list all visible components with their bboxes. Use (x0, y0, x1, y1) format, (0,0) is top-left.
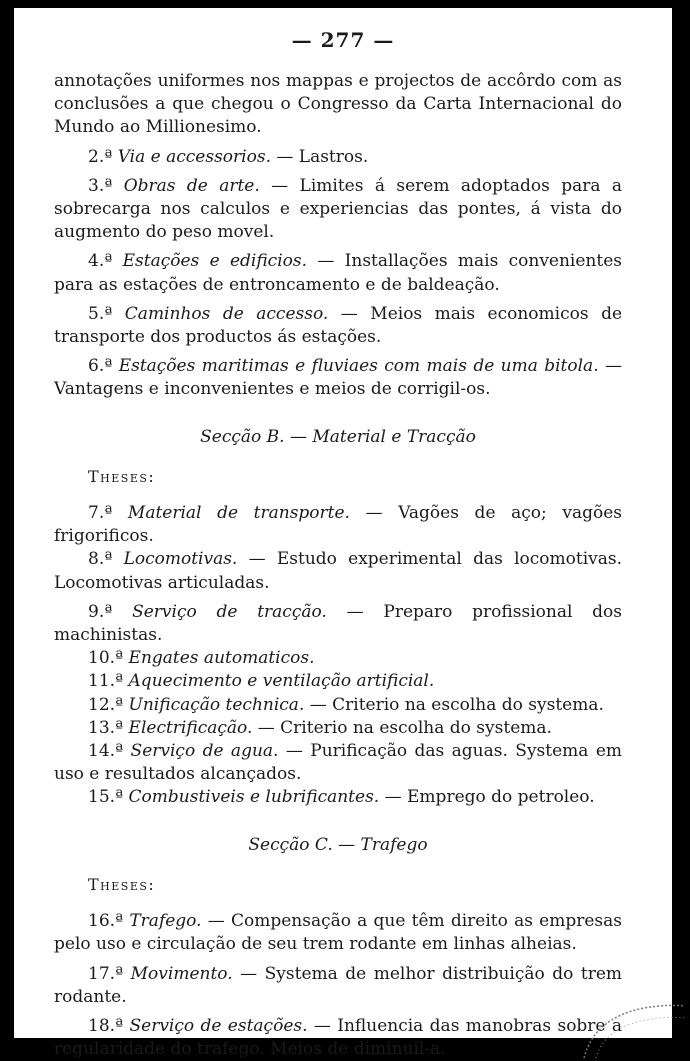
list-item: 18.ª Serviço de estações. — Influencia das manobras sobre a regularidade do trafego. Meios de diminuil-a. (54, 1015, 622, 1060)
list-item: 12.ª Unificação technica. — Criterio na escolha do systema. (88, 694, 604, 715)
section-c-heading: Secção C. — Trafego (248, 834, 428, 855)
list-item: 2.ª Via e accessorios. — Lastros. (88, 146, 369, 167)
theses-label: Theses: (88, 466, 156, 486)
section-b-heading: Secção B. — Material e Tracção (200, 426, 476, 447)
list-item: 16.ª Trafego. — Compensação a que têm direito as empresas pelo uso e circulação de seu trem rodante em linhas alheias. (54, 911, 622, 955)
list-item: 11.ª Aquecimento e ventilação artificial. (88, 671, 435, 692)
page-number: — 277 — (291, 28, 395, 52)
library-stamp-mark (574, 998, 684, 1058)
intro-paragraph: annotações uniformes nos mappas e projectos de accôrdo com as conclusões a que chegou o Congresso da Carta Internacional do Mundo ao Millionesimo. (54, 71, 622, 138)
list-item: 3.ª Obras de arte. — Limites á serem adoptados para a sobrecarga nos calculos e experiencias das pontes, á vista do augmento do peso movel. (54, 175, 622, 243)
body-text (54, 70, 622, 1061)
list-item: 8.ª Locomotivas. — Estudo experimental das locomotivas. Locomotivas articuladas. (54, 549, 622, 593)
items-section-c (54, 910, 622, 1061)
document-page (14, 8, 672, 1060)
list-item: 13.ª Electrificação. — Criterio na escolha do systema. (88, 717, 552, 738)
list-item: 6.ª Estações maritimas e fluviaes com mais de uma bitola. — Vantagens e inconvenientes e meios de corrigil-os. (54, 356, 622, 400)
list-item: 5.ª Caminhos de accesso. — Meios mais economicos de transporte dos productos ás estações. (54, 303, 623, 348)
list-item: 10.ª Engates automaticos. (88, 648, 315, 669)
theses-label: Theses: (88, 874, 156, 894)
list-item: 15.ª Combustiveis e lubrificantes. — Emprego do petroleo. (88, 787, 595, 808)
items-section-b (54, 502, 622, 810)
items-section-a (54, 146, 622, 402)
list-item: 4.ª Estações e edificios. — Installações mais convenientes para as estações de entroncamento e de baldeação. (54, 251, 622, 295)
list-item: 17.ª Movimento. — Systema de melhor distribuição do trem rodante. (54, 963, 622, 1007)
list-item: 7.ª Material de transporte. — Vagões de aço; vagões frigorificos. (54, 503, 622, 547)
list-item: 14.ª Serviço de agua. — Purificação das aguas. Systema em uso e resultados alcançados. (54, 741, 623, 785)
list-item: 9.ª Serviço de tracção. — Preparo profissional dos machinistas. (54, 601, 623, 646)
